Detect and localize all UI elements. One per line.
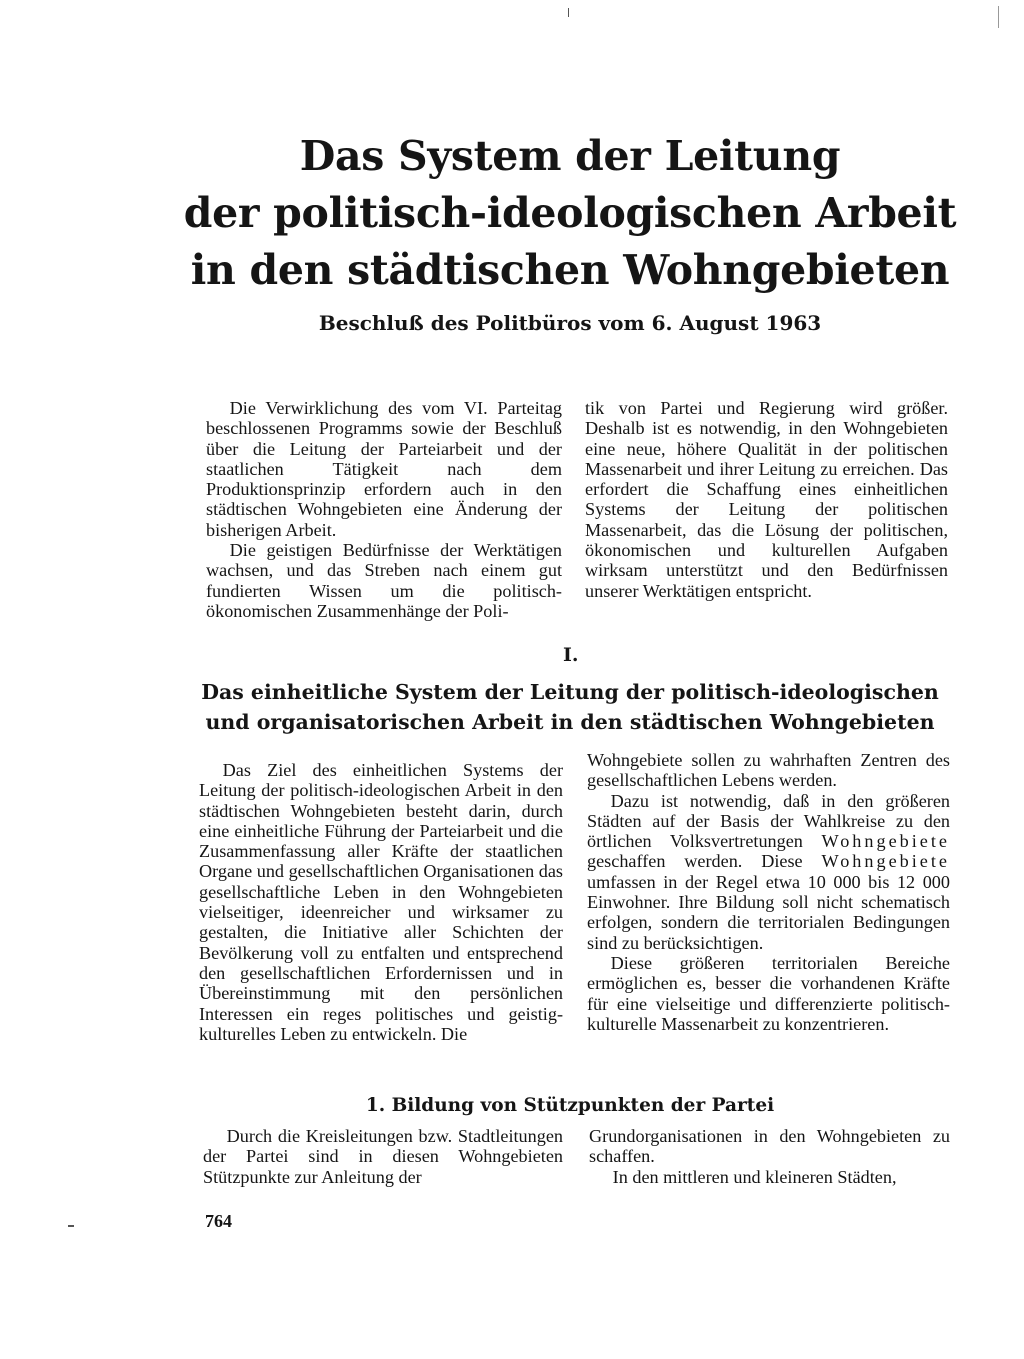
- scan-mark: [68, 1225, 74, 1227]
- spaced-term: Wohngebiete: [821, 851, 950, 872]
- page-number: 764: [205, 1211, 232, 1231]
- paragraph: tik von Partei und Regierung wird größer. Deshalb ist es notwendig, in den Wohngebieten eine neue, höhere Qualität in der politischen Massenarbeit und ihrer Leitung zu erreichen. Das erfordert die Schaffung eines einheitlichen Systems der Leitung der politischen Massenarbeit, das die Lösung der politischen, ökonomischen und kulturellen Aufgaben wirksam unterstützt und den Bedürfnissen unserer Werktätigen entspricht.: [585, 398, 948, 601]
- scan-mark: [998, 6, 999, 28]
- paragraph: Grundorganisationen in den Wohngebieten zu schaffen.: [589, 1126, 950, 1167]
- subsection-left-column: [203, 1126, 563, 1187]
- section-number: I.: [563, 644, 579, 666]
- title-line: in den städtischen Wohngebieten: [190, 246, 950, 294]
- page-subtitle: Beschluß des Politbüros vom 6. August 1963: [318, 311, 822, 335]
- title-line: der politisch-ideologischen Arbeit: [183, 189, 957, 237]
- spaced-term: Wohngebiete: [821, 831, 950, 852]
- paragraph: Diese größeren territorialen Bereiche ermöglichen es, besser die vorhandenen Kräfte für eine vielseitige und differenzierte politisch-kulturelle Massenarbeit zu konzentrieren.: [587, 952, 950, 1034]
- subsection-heading: 1. Bildung von Stützpunkten der Partei: [365, 1095, 775, 1116]
- section-heading: [180, 677, 960, 737]
- paragraph: Die geistigen Bedürfnisse der Werktätigen wachsen, und das Streben nach einem gut fundierten Wissen um die politisch-ökonomischen Zusammenhänge der Poli-: [206, 540, 562, 621]
- paragraph: [587, 791, 950, 953]
- page-title: [180, 128, 960, 299]
- text-run: geschaffen werden. Diese: [587, 851, 803, 872]
- text-run: Dazu ist notwendig, daß in den größeren Städten auf der Basis der Wahlkreise zu den örtlichen Volksvertretungen: [587, 790, 950, 852]
- subsection-right-column: [589, 1126, 950, 1187]
- section-left-column: [199, 760, 563, 1044]
- section-heading-line: und organisatorischen Arbeit in den städtischen Wohngebieten: [205, 710, 935, 734]
- scan-mark: [568, 8, 569, 17]
- intro-right-column: [585, 398, 948, 601]
- paragraph: Das Ziel des einheitlichen Systems der Leitung der politisch-ideologischen Arbeit in den städtischen Wohngebieten besteht darin, durch eine einheitliche Führung der Parteiarbeit und die Zusammenfassung aller Kräfte der staatlichen Organe und gesellschaftlichen Organisationen das gesellschaftliche Leben in den Wohngebieten vielseitiger, ideenreicher und wirksamer zu gestalten, die Initiative aller Schichten der Bevölkerung voll zu entfalten und entsprechend den gesellschaftlichen Erfordernissen und in Übereinstimmung mit den persönlichen Interessen ein reges politisches und geistig-kulturelles Leben zu entwickeln. Die: [199, 760, 563, 1044]
- text-run: umfassen in der Regel etwa 10 000 bis 12 000 Einwohner. Ihre Bildung soll nicht schematisch erfolgen, sondern die territorialen Bedingungen sind zu berücksichtigen.: [587, 871, 950, 953]
- section-heading-line: Das einheitliche System der Leitung der politisch-ideologischen: [201, 680, 939, 704]
- intro-left-column: [206, 398, 562, 621]
- paragraph: Durch die Kreisleitungen bzw. Stadtleitungen der Partei sind in diesen Wohngebieten Stützpunkte zur Anleitung der: [203, 1126, 563, 1187]
- paragraph: Wohngebiete sollen zu wahrhaften Zentren des gesellschaftlichen Lebens werden.: [587, 750, 950, 791]
- paragraph: Die Verwirklichung des vom VI. Parteitag beschlossenen Programms sowie der Beschluß über die Leitung der Parteiarbeit und der staatlichen Tätigkeit nach dem Produktionsprinzip erfordern auch in den städtischen Wohngebieten eine Änderung der bisherigen Arbeit.: [206, 398, 562, 540]
- title-line: Das System der Leitung: [299, 132, 841, 180]
- paragraph: In den mittleren und kleineren Städten,: [612, 1166, 897, 1187]
- section-right-column: [587, 750, 950, 1034]
